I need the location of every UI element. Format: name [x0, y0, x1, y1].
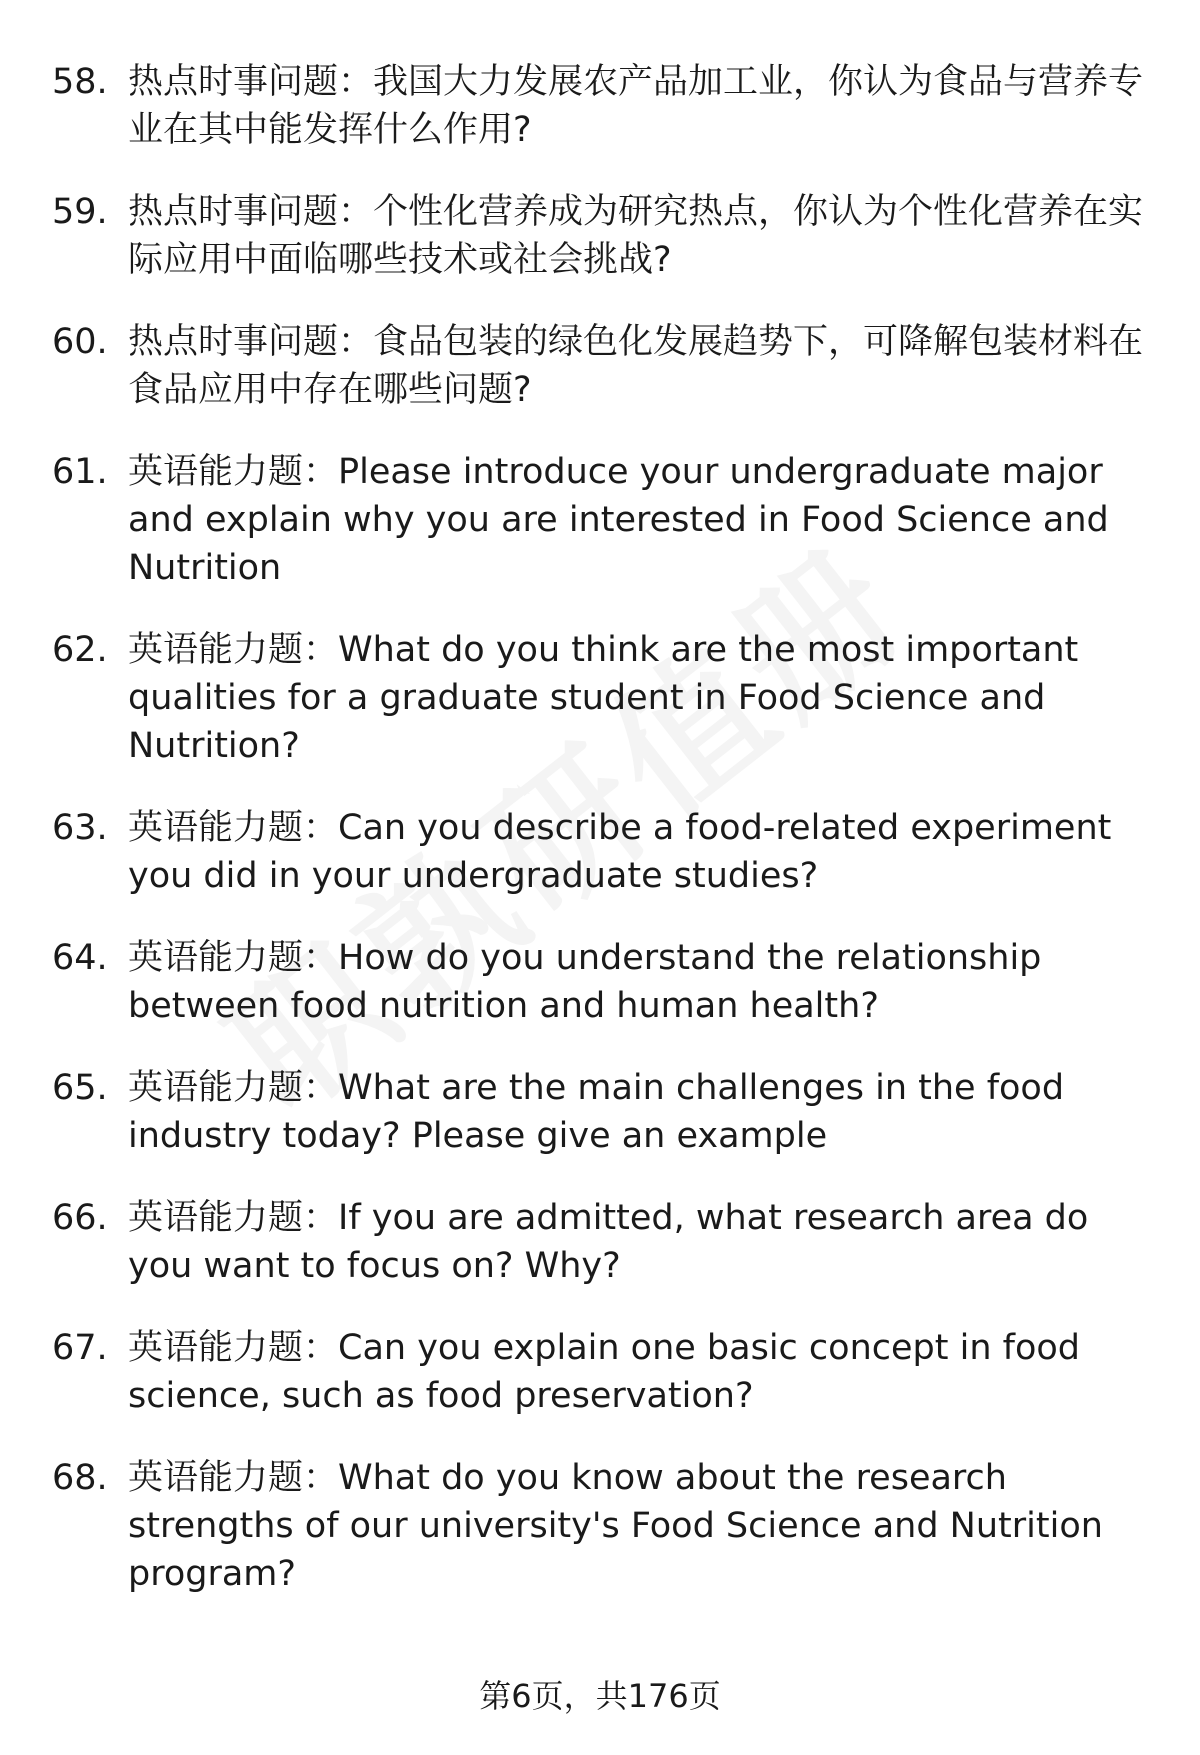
- question-item: [52, 934, 1152, 1030]
- question-number: 66.: [52, 1198, 108, 1238]
- question-item: [52, 448, 1152, 592]
- question-text: 英语能力题：What do you know about the research strengths of our university's Food Science and Nutrition program?: [128, 1458, 1103, 1594]
- question-item: [52, 188, 1152, 284]
- question-item: [52, 1324, 1152, 1420]
- question-number: 64.: [52, 938, 108, 978]
- question-text: 英语能力题：What do you think are the most important qualities for a graduate student in Food Science and Nutrition?: [128, 630, 1079, 766]
- question-text: 英语能力题：How do you understand the relationship between food nutrition and human health?: [128, 938, 1042, 1026]
- question-number: 59.: [52, 192, 108, 232]
- question-item: [52, 626, 1152, 770]
- question-text: 热点时事问题：我国大力发展农产品加工业，你认为食品与营养专业在其中能发挥什么作用?: [128, 62, 1144, 150]
- page-indicator: 第6页，共176页: [479, 1677, 721, 1715]
- question-number: 60.: [52, 322, 108, 362]
- question-item: [52, 1454, 1152, 1598]
- question-item: [52, 1064, 1152, 1160]
- question-list: [52, 58, 1152, 1632]
- question-item: [52, 318, 1152, 414]
- question-number: 63.: [52, 808, 108, 848]
- question-text: 热点时事问题：个性化营养成为研究热点，你认为个性化营养在实际应用中面临哪些技术或社会挑战?: [128, 192, 1144, 280]
- question-text: 英语能力题：Please introduce your undergraduate major and explain why you are interested in Food Science and Nutrition: [128, 452, 1109, 588]
- question-text: 英语能力题：Can you describe a food-related experiment you did in your undergraduate studies?: [128, 808, 1112, 896]
- question-number: 62.: [52, 630, 108, 670]
- question-number: 65.: [52, 1068, 108, 1108]
- question-item: [52, 58, 1152, 154]
- question-number: 68.: [52, 1458, 108, 1498]
- question-item: [52, 1194, 1152, 1290]
- question-text: 英语能力题：Can you explain one basic concept in food science, such as food preservation?: [128, 1328, 1081, 1416]
- question-item: [52, 804, 1152, 900]
- question-text: 英语能力题：If you are admitted, what research area do you want to focus on? Why?: [128, 1198, 1089, 1286]
- page-footer: [0, 1675, 1200, 1717]
- question-number: 58.: [52, 62, 108, 102]
- question-text: 热点时事问题：食品包装的绿色化发展趋势下，可降解包装材料在食品应用中存在哪些问题?: [128, 322, 1144, 410]
- question-number: 67.: [52, 1328, 108, 1368]
- question-number: 61.: [52, 452, 108, 492]
- question-text: 英语能力题：What are the main challenges in the food industry today? Please give an example: [128, 1068, 1065, 1156]
